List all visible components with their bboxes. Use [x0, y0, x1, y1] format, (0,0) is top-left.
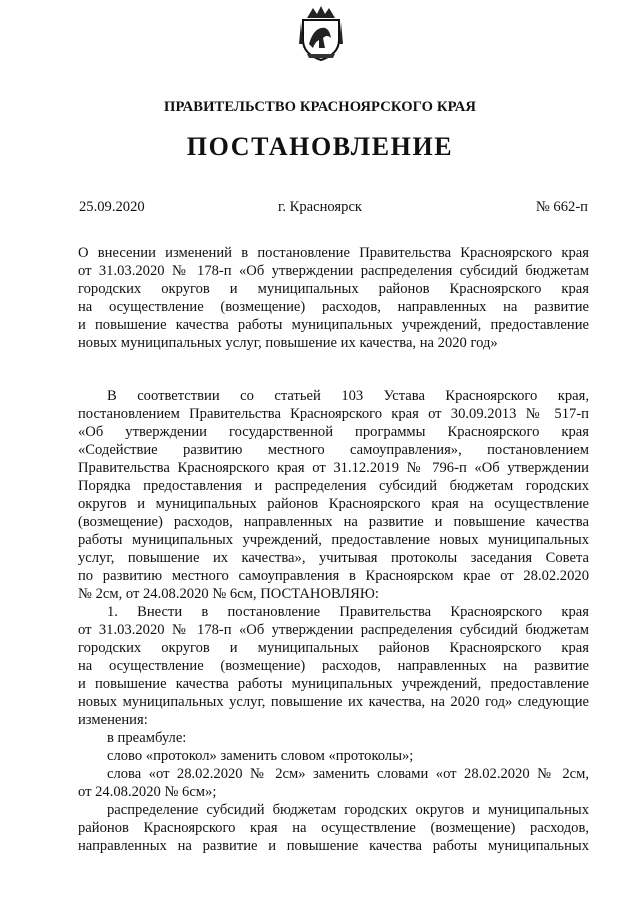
body-line: Порядка предоставления и распределения субсидий бюджетам городских [78, 478, 589, 494]
body-line: «Содействие развитию местного самоуправления», постановлением [78, 442, 589, 458]
body-line: слова «от 28.02.2020 № 2см» заменить словами «от 28.02.2020 № 2см, [107, 766, 589, 782]
body-line: изменения: [78, 712, 148, 728]
body-line: новых муниципальных услуг, повышение их качества, на 2020 год» следующие [78, 694, 589, 710]
title-line: О внесении изменений в постановление Правительства Красноярского края [78, 245, 589, 261]
government-title: ПРАВИТЕЛЬСТВО КРАСНОЯРСКОГО КРАЯ [164, 99, 476, 115]
title-line: от 31.03.2020 № 178-п «Об утверждении распределения субсидий бюджетам [78, 263, 589, 279]
body-line: слово «протокол» заменить словом «протоколы»; [107, 748, 414, 764]
body-line: № 2см, от 24.08.2020 № 6см, ПОСТАНОВЛЯЮ: [78, 586, 379, 602]
body-line: от 31.03.2020 № 178-п «Об утверждении распределения субсидий бюджетам [78, 622, 589, 638]
title-line: на осуществление (возмещение) расходов, направленных на развитие [78, 299, 589, 315]
document-city: г. Красноярск [277, 199, 363, 215]
krasnoyarsk-coat-of-arms-icon [299, 4, 343, 62]
body-line: направленных на развитие и повышение качества работы муниципальных [78, 838, 589, 854]
body-line: распределение субсидий бюджетам городских округов и муниципальных [107, 802, 589, 818]
document-type: ПОСТАНОВЛЕНИЕ [186, 132, 454, 161]
body-line: (возмещение) расходов, направленных на развитие и повышение качества [78, 514, 589, 530]
body-line: Правительства Красноярского края от 31.12.2019 № 796-п «Об утверждении [78, 460, 589, 476]
body-line: услуг, повышение их качества», учитывая протоколы заседания Совета [78, 550, 589, 566]
body-line: 1. Внести в постановление Правительства Красноярского края [107, 604, 589, 620]
body-line: «Об утверждении государственной программы Красноярского края [78, 424, 589, 440]
body-line: и повышение качества работы муниципальных учреждений, предоставление [78, 676, 589, 692]
body-line: от 24.08.2020 № 6см»; [78, 784, 217, 800]
body-line: постановлением Правительства Красноярского края от 30.09.2013 № 517-п [78, 406, 589, 422]
document-number: № 662-п [535, 199, 588, 215]
title-line: и повышение качества работы муниципальных учреждений, предоставление [78, 317, 589, 333]
body-line: работы муниципальных учреждений, предоставление новых муниципальных [78, 532, 589, 548]
title-line: городских округов и муниципальных районов Красноярского края [78, 281, 589, 297]
body-line: городских округов и муниципальных районов Красноярского края [78, 640, 589, 656]
document-date: 25.09.2020 [79, 199, 145, 215]
body-line: по развитию местного самоуправления в Красноярском крае от 28.02.2020 [78, 568, 589, 584]
body-line: на осуществление (возмещение) расходов, направленных на развитие [78, 658, 589, 674]
title-line: новых муниципальных услуг, повышение их качества, на 2020 год» [78, 335, 498, 351]
body-line: В соответствии со статьей 103 Устава Красноярского края, [107, 388, 589, 404]
body-line: округов и муниципальных районов Красноярского края на осуществление [78, 496, 589, 512]
body-line: районов Красноярского края на осуществление (возмещение) расходов, [78, 820, 589, 836]
body-line: в преамбуле: [107, 730, 187, 746]
